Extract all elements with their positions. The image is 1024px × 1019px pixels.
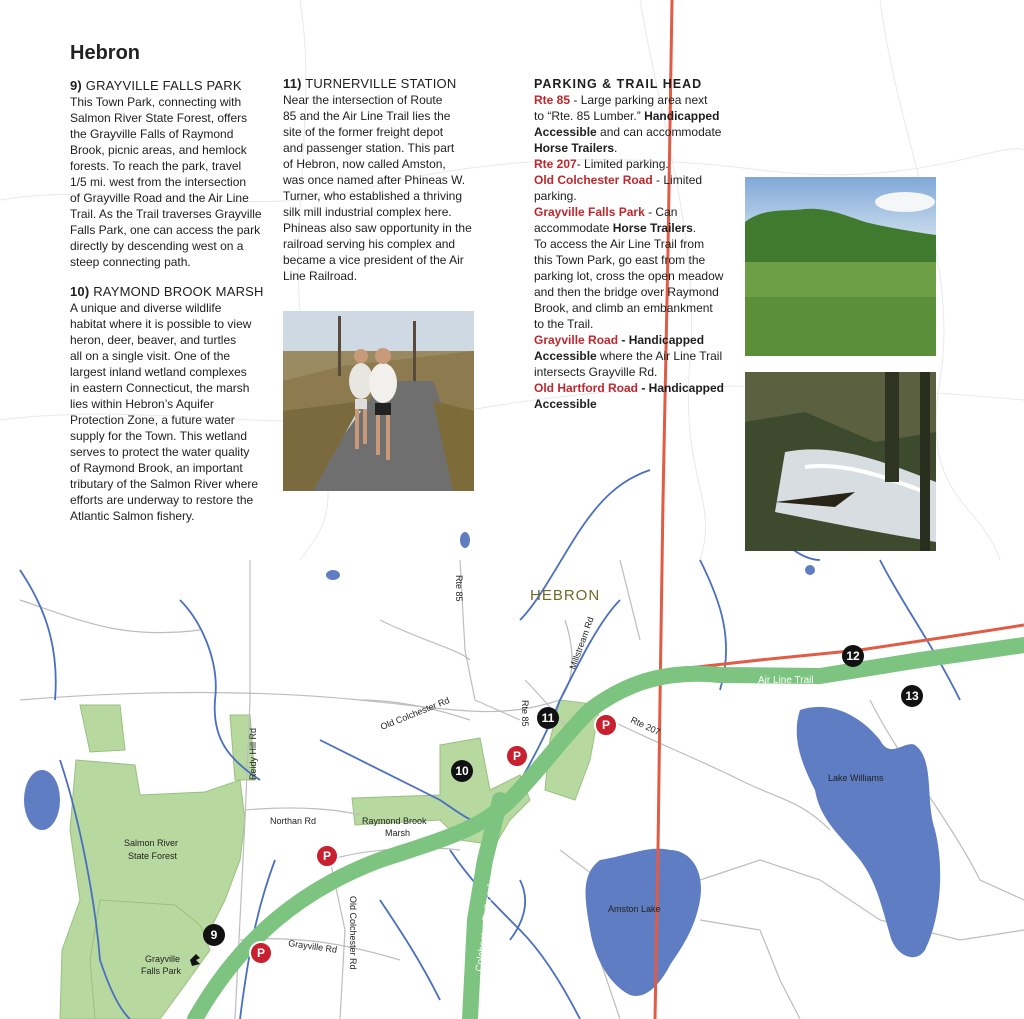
lake-williams-shape [797, 707, 941, 957]
grayville-label-1: Grayville [145, 954, 181, 964]
parking-line: accommodate Horse Trailers. [534, 221, 697, 235]
parking-line: Horse Trailers. [534, 141, 618, 155]
svg-text:13: 13 [905, 689, 919, 703]
parking-line: Rte 85 - Large parking area next [534, 93, 708, 107]
runners-photo [283, 311, 474, 491]
rte85-mid-label: Rte 85 [520, 700, 530, 727]
reidy-hill-rd-label: Reidy Hill Rd [248, 727, 258, 780]
raymond-brook-marsh-area [352, 738, 530, 845]
section-heading-grayville: 9) GRAYVILLE FALLS PARK [70, 78, 242, 93]
parking-line: Accessible [534, 397, 597, 411]
page-title: Hebron [70, 42, 140, 64]
rte85-top-label: Rte 85 [454, 575, 464, 602]
svg-text:10: 10 [455, 764, 469, 778]
parking-line: intersects Grayville Rd. [534, 365, 658, 379]
svg-text:11: 11 [541, 711, 555, 725]
site-marker-11[interactable] [537, 707, 559, 729]
amston-lake-label: Amston Lake [608, 904, 661, 914]
meadow-photo [745, 177, 936, 356]
parking-line: Accessible where the Air Line Trail [534, 349, 723, 363]
svg-text:9: 9 [210, 928, 218, 942]
millstream-rd-label: Millstream Rd [567, 615, 596, 671]
svg-text:P: P [512, 749, 522, 763]
section-heading-raymond: 10) RAYMOND BROOK MARSH [70, 284, 264, 299]
column-middle [283, 76, 483, 284]
parking-line: Brook, and climb an embankment [534, 301, 713, 315]
svg-text:P: P [322, 849, 332, 863]
parking-marker-grayville[interactable] [250, 942, 272, 964]
parking-line: and then the bridge over Raymond [534, 285, 719, 299]
salmon-river-label-1: Salmon River [124, 838, 179, 848]
section-body-grayville: This Town Park, connecting with Salmon River State Forest, offers the Grayville Falls of Raymond Brook, picnic areas, and hemlock forests. To reach the park, travel 1/5 mi. west from the intersection of Grayville Road and the Air Line Trail. As the Trail traverses Grayville Falls Park, one can access the park directly by descending west on a steep connecting path. [70, 95, 262, 269]
parking-line: parking. [534, 189, 577, 203]
parking-line: to the Trail. [534, 317, 594, 331]
svg-text:P: P [256, 946, 266, 960]
parking-line: parking lot, cross the open meadow [534, 269, 724, 283]
svg-text:12: 12 [846, 649, 860, 663]
parking-heading: PARKING & TRAIL HEAD [534, 77, 703, 91]
parking-line: Grayville Falls Park - Can [534, 205, 678, 219]
colchester-railroad-label: Colchester Railroad [474, 883, 498, 973]
old-colchester-rd-bottom-label: Old Colchester Rd [348, 896, 358, 970]
section-body-turnerville: Near the intersection of Route 85 and the Air Line Trail lies the site of the former freight depot and passenger station. This part of Hebron, now called Amston, was once named after Phineas W. Turner, who established a thriving silk mill industrial complex here. Phineas also saw opportunity in the railroad serving his complex and became a vice president of the Air Line Railroad. [283, 93, 472, 283]
parking-line: Old Hartford Road - Handicapped [534, 381, 725, 395]
site-marker-9[interactable] [203, 924, 225, 946]
svg-text:P: P [601, 718, 611, 732]
parking-marker-rte207[interactable] [595, 714, 617, 736]
parking-line: this Town Park, go east from the [534, 253, 706, 267]
parking-line: to “Rte. 85 Lumber.” Handicapped [534, 109, 720, 123]
rte207-label: Rte 207 [629, 714, 662, 738]
lake-williams-label: Lake Williams [828, 773, 884, 783]
salmon-river-label-2: State Forest [128, 851, 178, 861]
raymond-brook-label-1: Raymond Brook [362, 816, 427, 826]
air-line-trail-label: Air Line Trail [758, 675, 814, 686]
parking-line: To access the Air Line Trail from [534, 237, 705, 251]
parking-section [534, 76, 734, 412]
site-marker-13[interactable] [901, 685, 923, 707]
northan-rd-label: Northan Rd [270, 816, 317, 826]
forest-patch-top [80, 705, 125, 752]
raymond-brook-label-2: Marsh [385, 828, 411, 838]
parking-line: Rte 207- Limited parking. [534, 157, 669, 171]
old-colchester-rd-top-label: Old Colchester Rd [379, 695, 451, 732]
parking-line: Grayville Road - Handicapped [534, 333, 705, 347]
grayville-rd-label: Grayville Rd [287, 938, 338, 955]
parking-marker-old-colchester[interactable] [316, 845, 338, 867]
town-label: HEBRON [530, 587, 601, 604]
column-left [70, 78, 270, 524]
section-body-raymond: A unique and diverse wildlife habitat where it is possible to view heron, deer, beaver, and turtles all on a single visit. One of the largest inland wetland complexes in eastern Connecticut, the marsh lies within Hebron’s Aquifer Protection Zone, a future water supply for the Town. This wetland serves to protect the water quality of Raymond Brook, an important tributary of the Salmon River where efforts are underway to restore the Atlantic Salmon fishery. [70, 301, 259, 523]
grayville-label-2: Falls Park [141, 966, 182, 976]
parking-line: Old Colchester Road - Limited [534, 173, 703, 187]
site-marker-10[interactable] [451, 760, 473, 782]
site-marker-12[interactable] [842, 645, 864, 667]
amston-lake-shape [586, 849, 701, 996]
parking-line: Accessible and can accommodate [534, 125, 722, 139]
section-heading-turnerville: 11) TURNERVILLE STATION [283, 76, 457, 91]
stream-photo [745, 372, 936, 551]
parking-marker-rte85[interactable] [506, 745, 528, 767]
